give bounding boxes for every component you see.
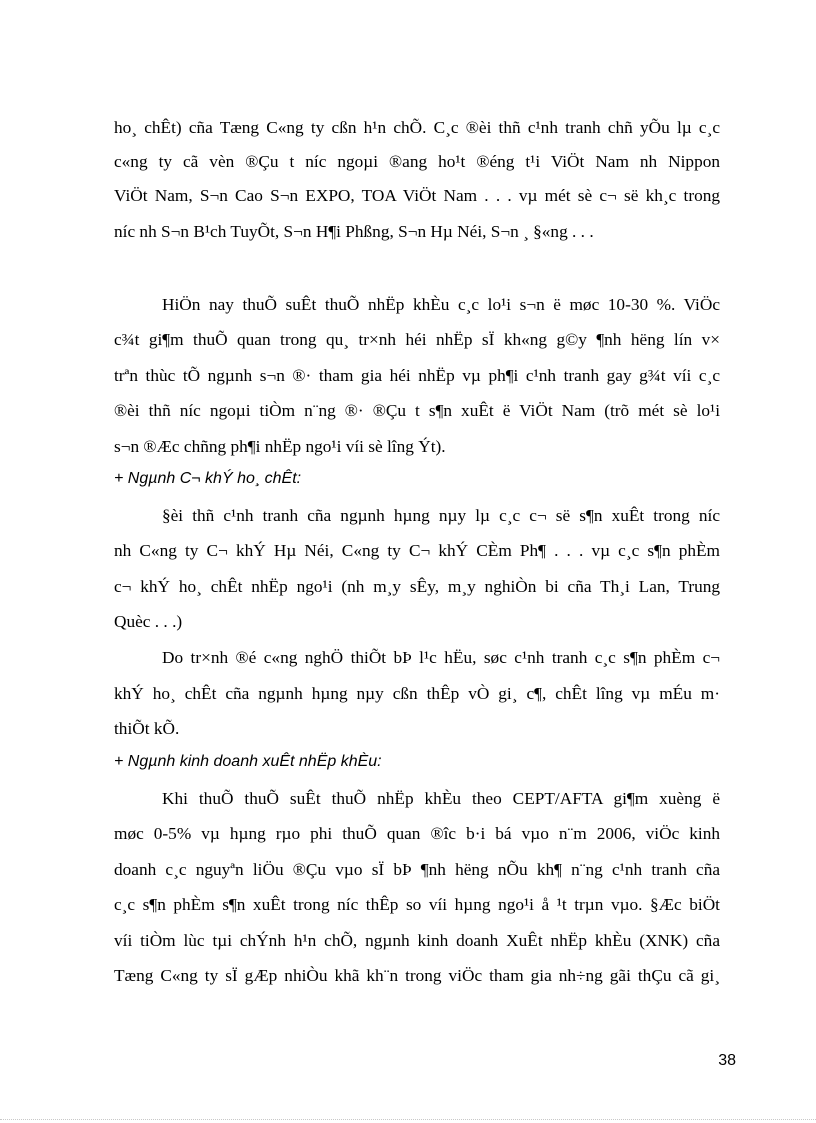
body-text-line: Quèc . . .) <box>114 612 183 631</box>
body-text-line: doanh c¸c nguyªn liÖu ®Çu vµo sÏ bÞ ¶nh hëng nÕu kh¶ n¨ng c¹nh tranh cña <box>114 860 720 879</box>
body-text-line: Khi thuÕ thuÕ suÊt thuÕ nhËp khÈu theo CEPT/AFTA gi¶m xuèng ë <box>162 789 720 808</box>
body-text-line: khÝ ho¸ chÊt cña ngµnh hµng nµy cßn thÊp vÒ gi¸ c¶, chÊt lîng vµ mÉu m· <box>114 684 720 703</box>
body-text-line: ®èi thñ níc ngoµi tiÒm n¨ng ®· ®Çu t s¶n xuÊt ë ViÖt Nam (trõ mét sè lo¹i <box>114 401 720 420</box>
body-text-line: møc 0-5% vµ hµng rµo phi thuÕ quan ®îc b·i bá vµo n¨m 2006, viÖc kinh <box>114 824 720 843</box>
body-text-line: Do tr×nh ®é c«ng nghÖ thiÕt bÞ l¹c hËu, søc c¹nh tranh c¸c s¶n phÈm c¬ <box>162 648 720 667</box>
body-text-line: thiÕt kÕ. <box>114 719 180 738</box>
page-bottom-divider <box>0 1119 816 1120</box>
body-text-line: Tæng C«ng ty sÏ gÆp nhiÒu khã kh¨n trong viÖc tham gia nh÷ng gãi thÇu cã gi¸ <box>114 966 720 985</box>
body-text-line: ho¸ chÊt) cña Tæng C«ng ty cßn h¹n chÕ. C¸c ®èi thñ c¹nh tranh chñ yÕu lµ c¸c <box>114 118 720 137</box>
body-text-line: s¬n ®Æc chñng ph¶i nhËp ngo¹i víi sè lîng Ýt). <box>114 437 446 456</box>
body-text-line: trªn thùc tÕ ngµnh s¬n ®· tham gia héi nhËp vµ ph¶i c¹nh tranh gay g¾t víi c¸c <box>114 366 720 385</box>
body-text-line: §èi thñ c¹nh tranh cña ngµnh hµng nµy lµ c¸c c¬ së s¶n xuÊt trong níc <box>162 506 720 525</box>
body-text-line: c¸c s¶n phÈm s¶n xuÊt trong níc thÊp so víi hµng ngo¹i å ¹t trµn vµo. §Æc biÖt <box>114 895 720 914</box>
section-heading: + Ngµnh C¬ khÝ ho¸ chÊt: <box>114 470 302 487</box>
body-text-line: ViÖt Nam, S¬n Cao S¬n EXPO, TOA ViÖt Nam . . . vµ mét sè c¬ së kh¸c trong <box>114 186 720 205</box>
body-text-line: c¾t gi¶m thuÕ quan trong qu¸ tr×nh héi nhËp sÏ kh«ng g©y ¶nh hëng lín v× <box>114 330 720 349</box>
body-text-line: níc nh S¬n B¹ch TuyÕt, S¬n H¶i Phßng, S¬n Hµ Néi, S¬n ¸ §«ng . . . <box>114 222 594 241</box>
page-number: 38 <box>718 1052 736 1069</box>
body-text-line: HiÖn nay thuÕ suÊt thuÕ nhËp khÈu c¸c lo¹i s¬n ë møc 10-30 %. ViÖc <box>162 295 720 314</box>
body-text-line: c«ng ty cã vèn ®Çu t níc ngoµi ®ang ho¹t ®éng t¹i ViÖt Nam nh Nippon <box>114 152 720 171</box>
section-heading: + Ngµnh kinh doanh xuÊt nhËp khÈu: <box>114 753 382 770</box>
body-text-line: víi tiÒm lùc tµi chÝnh h¹n chÕ, ngµnh kinh doanh XuÊt nhËp khÈu (XNK) cña <box>114 931 720 950</box>
body-text-line: nh C«ng ty C¬ khÝ Hµ Néi, C«ng ty C¬ khÝ CÈm Ph¶ . . . vµ c¸c s¶n phÈm <box>114 541 720 560</box>
body-text-line: c¬ khÝ ho¸ chÊt nhËp ngo¹i (nh m¸y sÊy, m¸y nghiÒn bi cña Th¸i Lan, Trung <box>114 577 720 596</box>
